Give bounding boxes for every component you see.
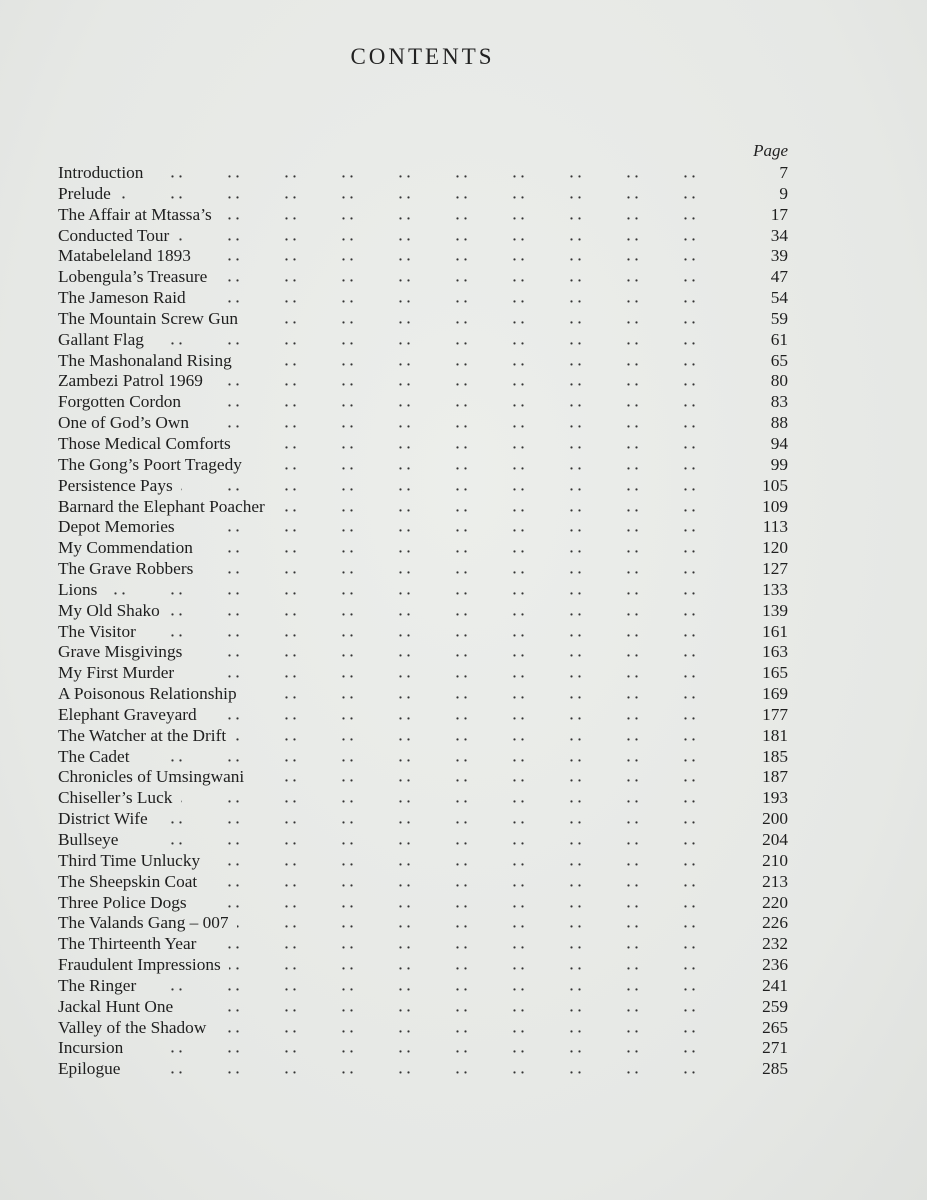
page-column-label: Page [753,141,788,160]
contents-entry [58,726,788,747]
dot-leader [152,330,726,351]
contents-entry [58,434,788,455]
contents-entry [58,517,788,538]
contents-entry [58,705,788,726]
dot-leader [205,705,726,726]
entry-page-number: 17 [770,204,788,224]
page-title: CONTENTS [350,44,495,69]
entry-page-number: 185 [762,746,788,766]
entry-title: My First Murder [58,663,175,683]
entry-page-number: 113 [762,517,788,537]
entry-title: The Jameson Raid [58,288,186,308]
entry-title-wrap [58,851,206,872]
contents-entry [58,267,788,288]
entry-page-number: 200 [762,809,788,829]
entry-page-number: 213 [762,871,788,891]
entry-title: Epilogue [58,1059,121,1079]
contents-entry [58,747,788,768]
entry-title-wrap [58,246,197,267]
contents-entry [58,642,788,663]
entry-page-number: 34 [770,225,788,245]
contents-entry [58,330,788,351]
contents-entry [58,392,788,413]
entry-title-wrap [58,872,203,893]
contents-entry [58,288,788,309]
entry-page-number: 161 [762,621,788,641]
entry-title-wrap [58,622,142,643]
entry-title-wrap [58,955,227,976]
dot-leader [198,413,726,434]
entry-title: A Poisonous Relationship [58,684,237,704]
entry-title: One of God’s Own [58,413,190,433]
contents-entry [58,371,788,392]
dot-leader [119,184,726,205]
entry-title-wrap [58,913,235,934]
dot-leader [132,1038,726,1059]
entry-title-wrap [58,226,175,247]
dot-leader [127,830,726,851]
dot-leader [211,371,726,392]
entry-page-number: 187 [762,767,788,787]
entry-title-wrap [58,788,178,809]
entry-page-number: 88 [770,413,788,433]
entry-title-wrap [58,1038,129,1059]
entry-page-number: 232 [762,934,788,954]
contents-entry [58,913,788,934]
entry-page-number: 236 [762,955,788,975]
entry-title: The Thirteenth Year [58,934,197,954]
entry-title: Zambezi Patrol 1969 [58,371,203,391]
dot-leader [156,809,726,830]
entry-page-number: 59 [770,308,788,328]
entry-title: The Cadet [58,746,130,766]
dot-leader [205,934,726,955]
contents-entry [58,246,788,267]
dot-leader [106,580,726,601]
contents-entry [58,580,788,601]
contents-entry [58,684,788,705]
contents-entry [58,851,788,872]
entry-page-number: 259 [762,996,788,1016]
entry-page-number: 61 [770,329,788,349]
dot-leader [182,997,726,1018]
entry-title: The Grave Robbers [58,559,194,579]
entry-title: Those Medical Comforts [58,433,231,453]
entry-title: The Watcher at the Drift [58,725,227,745]
dot-leader [206,872,726,893]
entry-title: Lions [58,579,98,599]
dot-leader [237,913,726,934]
entry-title: Prelude [58,183,111,203]
entry-page-number: 193 [762,788,788,808]
entry-title: My Commendation [58,538,193,558]
entry-title-wrap [58,309,244,330]
contents-entry [58,997,788,1018]
entry-title: Grave Misgivings [58,642,183,662]
entry-page-number: 285 [762,1059,788,1079]
entry-title: Jackal Hunt One [58,996,174,1016]
entry-title-wrap [58,330,150,351]
entry-title-wrap [58,601,166,622]
entry-title-wrap [58,726,232,747]
entry-title: Forgotten Cordon [58,392,182,412]
entry-title-wrap [58,392,187,413]
dot-leader [178,226,726,247]
entry-page-number: 65 [770,350,788,370]
entry-page-number: 220 [762,892,788,912]
entry-title-wrap [58,371,209,392]
contents-entry [58,413,788,434]
entry-title-wrap [58,288,192,309]
entry-title: Depot Memories [58,517,175,537]
entry-page-number: 47 [770,267,788,287]
entry-title: Three Police Dogs [58,892,187,912]
contents-entry [58,1038,788,1059]
contents-entry [58,226,788,247]
entry-title-wrap [58,497,271,518]
entry-page-number: 7 [779,163,788,182]
entry-title: The Ringer [58,975,137,995]
entry-title: Valley of the Shadow [58,1017,207,1037]
dot-leader [235,726,726,747]
entry-title-wrap [58,267,213,288]
entry-page-number: 105 [762,475,788,495]
entry-title-wrap [58,893,193,914]
contents-entry [58,872,788,893]
dot-leader [239,434,726,455]
dot-leader [181,788,726,809]
contents-entry [58,601,788,622]
dot-leader [145,976,726,997]
entry-title-wrap [58,476,179,497]
entry-title-wrap [58,455,248,476]
dot-leader [201,538,726,559]
contents-list [58,163,788,1080]
entry-title-wrap [58,1018,212,1039]
entry-page-number: 120 [762,538,788,558]
entry-page-number: 54 [770,288,788,308]
entry-title-wrap [58,747,136,768]
dot-leader [195,893,726,914]
dot-leader [229,955,726,976]
contents-entry [58,663,788,684]
entry-title-wrap [58,997,179,1018]
entry-title: Matabeleland 1893 [58,246,191,266]
entry-title-wrap [58,976,142,997]
entry-title-wrap [58,184,117,205]
dot-leader [245,684,726,705]
dot-leader [246,309,726,330]
dot-leader [183,517,726,538]
entry-title-wrap [58,767,250,788]
entry-title: The Gong’s Poort Tragedy [58,454,242,474]
dot-leader [215,1018,726,1039]
dot-leader [202,559,726,580]
entry-page-number: 177 [762,704,788,724]
entry-page-number: 83 [770,392,788,412]
entry-title-wrap [58,434,237,455]
entry-title: The Visitor [58,621,136,641]
entry-title-wrap [58,538,199,559]
contents-entry [58,309,788,330]
entry-page-number: 241 [762,975,788,995]
contents-entry [58,476,788,497]
entry-title-wrap [58,1059,126,1080]
dot-leader [209,851,726,872]
contents-entry [58,976,788,997]
dot-leader [194,288,726,309]
entry-page-number: 39 [770,246,788,266]
dot-leader [183,663,726,684]
entry-title: Introduction [58,163,144,182]
entry-title-wrap [58,580,103,601]
entry-title-wrap [58,413,195,434]
contents-entry [58,497,788,518]
entry-title-wrap [58,934,202,955]
dot-leader [273,497,726,518]
entry-title: Lobengula’s Treasure [58,267,208,287]
dot-leader [129,1059,726,1080]
entry-title: Elephant Graveyard [58,704,197,724]
entry-page-number: 139 [762,600,788,620]
dot-leader [152,163,726,184]
dot-leader [199,246,726,267]
entry-title: Fraudulent Impressions [58,955,221,975]
contents-entry [58,893,788,914]
entry-title: The Sheepskin Coat [58,871,198,891]
dot-leader [144,622,726,643]
entry-page-number: 265 [762,1017,788,1037]
entry-title-wrap [58,642,188,663]
entry-title-wrap [58,705,203,726]
entry-page-number: 181 [762,725,788,745]
contents-entry [58,559,788,580]
dot-leader [250,455,726,476]
entry-page-number: 133 [762,579,788,599]
entry-title: Barnard the Elephant Poacher [58,496,265,516]
entry-title-wrap [58,163,149,184]
entry-title: Third Time Unlucky [58,850,201,870]
dot-leader [190,392,726,413]
dot-leader [168,601,726,622]
entry-page-number: 226 [762,913,788,933]
contents-entry [58,205,788,226]
contents-entry [58,1018,788,1039]
contents-entry [58,788,788,809]
entry-page-number: 80 [770,371,788,391]
entry-page-number: 163 [762,642,788,662]
entry-page-number: 204 [762,830,788,849]
contents-entry [58,455,788,476]
dot-leader [191,642,726,663]
entry-title: Incursion [58,1038,124,1058]
entry-title-wrap [58,684,243,705]
dot-leader [138,747,726,768]
entry-title-wrap [58,559,199,580]
entry-title: Chiseller’s Luck [58,788,173,808]
entry-title-wrap [58,830,124,851]
entry-title: Persistence Pays [58,475,173,495]
entry-title: Bullseye [58,830,119,849]
dot-leader [253,767,726,788]
entry-page-number: 99 [770,454,788,474]
entry-title: District Wife [58,809,148,829]
entry-title: My Old Shako [58,600,160,620]
entry-title-wrap [58,663,180,684]
entry-title: Conducted Tour [58,225,170,245]
entry-title-wrap [58,809,154,830]
contents-entry [58,538,788,559]
entry-page-number: 9 [779,183,788,203]
entry-page-number: 210 [762,850,788,870]
entry-title-wrap [58,205,218,226]
contents-entry [58,955,788,976]
contents-entry [58,622,788,643]
dot-leader [216,267,726,288]
contents-entry [58,767,788,788]
entry-title-wrap [58,351,238,372]
entry-page-number: 109 [762,496,788,516]
entry-title-wrap [58,517,181,538]
contents-entry [58,184,788,205]
dot-leader [181,476,726,497]
entry-title: The Valands Gang – 007 [58,913,229,933]
entry-page-number: 169 [762,684,788,704]
entry-title: The Mashonaland Rising [58,350,232,370]
contents-entry [58,351,788,372]
contents-entry [58,809,788,830]
entry-page-number: 271 [762,1038,788,1058]
entry-title: Gallant Flag [58,329,144,349]
contents-entry [58,1059,788,1080]
entry-page-number: 127 [762,559,788,579]
entry-title: Chronicles of Umsingwani [58,767,245,787]
contents-entry [58,934,788,955]
entry-page-number: 94 [770,433,788,453]
contents-entry [58,830,788,851]
entry-page-number: 165 [762,663,788,683]
entry-title: The Affair at Mtassa’s [58,204,212,224]
dot-leader [220,205,726,226]
entry-title: The Mountain Screw Gun [58,308,238,328]
dot-leader [240,351,726,372]
contents-entry [58,163,788,184]
